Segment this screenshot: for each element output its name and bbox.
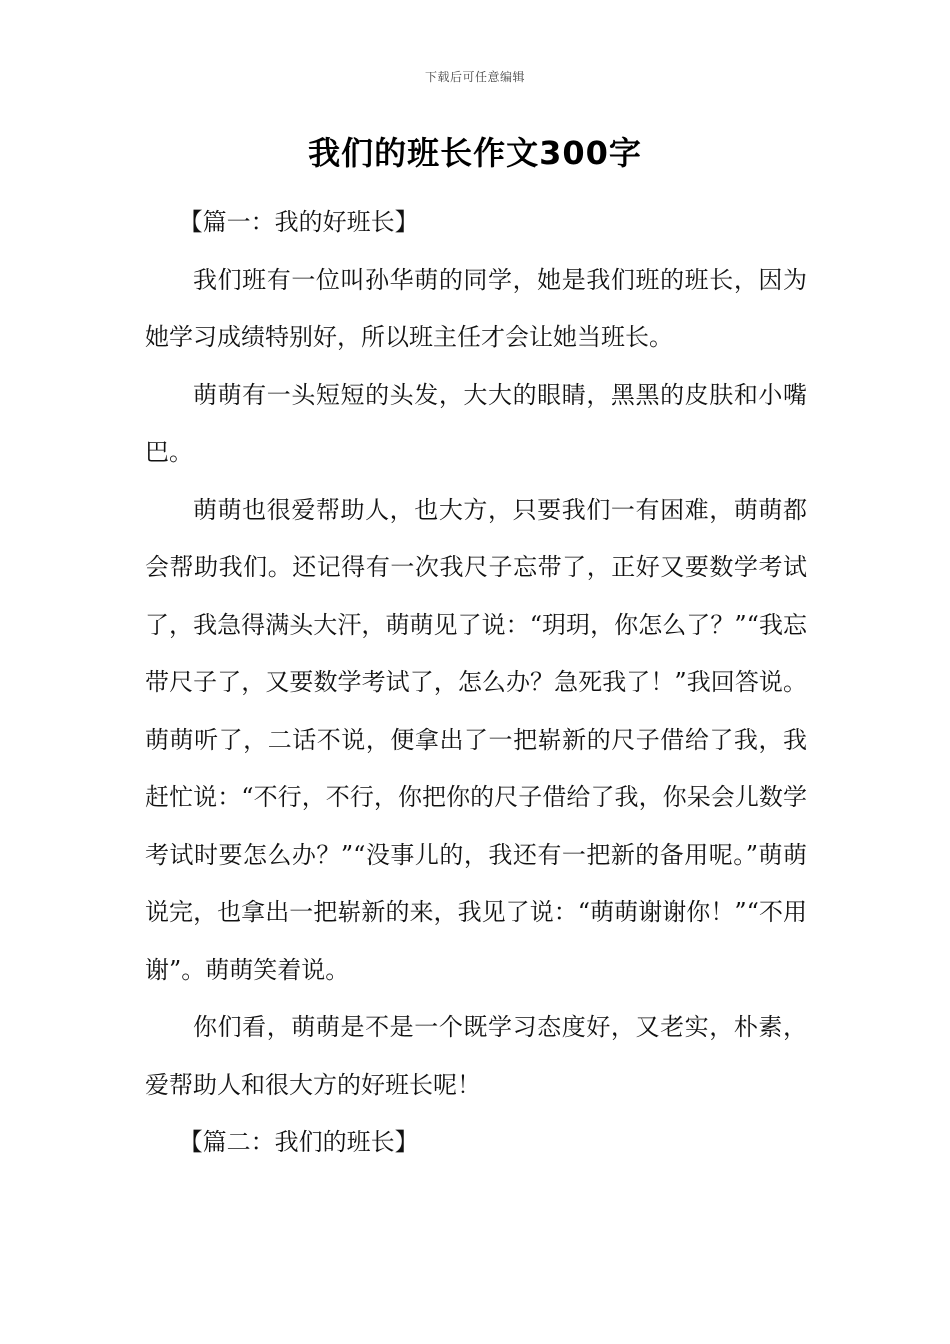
essay-body [145,194,807,1172]
section-heading-two: 【篇二：我们的班长】 [178,1128,419,1156]
paragraph: 你们看，萌萌是不是一个既学习态度好，又老实，朴素，爱帮助人和很大方的好班长呢！ [145,1013,807,1099]
paragraph: 萌萌有一头短短的头发，大大的眼睛，黑黑的皮肤和小嘴巴。 [145,380,807,466]
page-title: 我们的班长作文300字 [308,134,642,172]
section-heading-one: 【篇一：我的好班长】 [178,208,419,236]
paragraph: 我们班有一位叫孙华萌的同学，她是我们班的班长，因为她学习成绩特别好，所以班主任才会让她当班长。 [145,265,807,351]
paragraph: 萌萌也很爱帮助人，也大方，只要我们一有困难，萌萌都会帮助我们。还记得有一次我尺子忘带了，正好又要数学考试了，我急得满头大汗，萌萌见了说：“玥玥，你怎么了？”“我忘带尺子了，又要数学考试了，怎么办？急死我了！”我回答说。萌萌听了，二话不说，便拿出了一把崭新的尺子借给了我，我赶忙说：“不行，不行，你把你的尺子借给了我，你呆会儿数学考试时要怎么办？”“没事儿的，我还有一把新的备用呢。”萌萌说完，也拿出一把崭新的来，我见了说：“萌萌谢谢你！”“不用谢”。萌萌笑着说。 [145,495,807,984]
header-note: 下载后可任意编辑 [424,70,525,84]
